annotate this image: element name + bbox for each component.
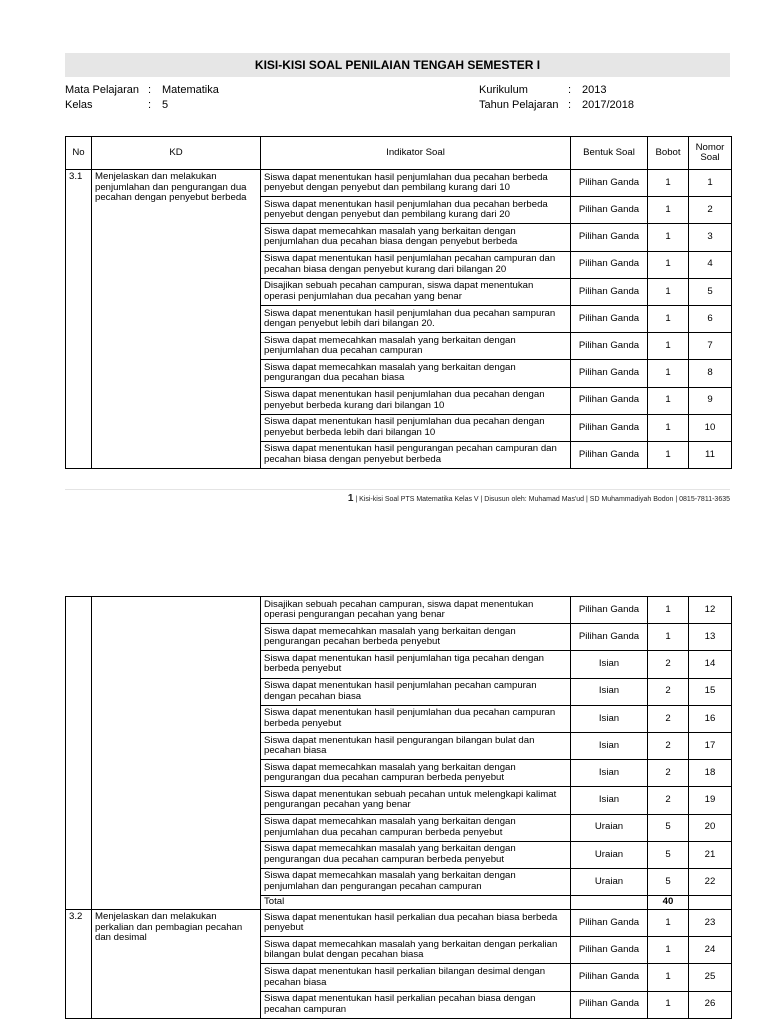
indikator-cell: Siswa dapat memecahkan masalah yang berkaitan dengan penjumlahan dua pecahan biasa dengan penyebut berbeda (261, 224, 571, 251)
indikator-cell: Siswa dapat memecahkan masalah yang berkaitan dengan penjumlahan dua pecahan campuran berbeda penyebut (261, 814, 571, 841)
nomor-cell: 19 (689, 787, 732, 814)
meta-colon: : (568, 84, 572, 96)
bentuk-cell: Pilihan Ganda (571, 170, 648, 197)
bentuk-cell: Isian (571, 787, 648, 814)
nomor-cell: 17 (689, 732, 732, 759)
indikator-cell: Siswa dapat menentukan hasil perkalian pecahan biasa dengan pecahan campuran (261, 991, 571, 1018)
page-number: 1 (347, 493, 354, 504)
indikator-cell: Siswa dapat menentukan hasil pengurangan pecahan campuran dan pecahan biasa dengan penyebut berbeda (261, 441, 571, 468)
total-label: Total (261, 896, 571, 910)
indikator-cell: Siswa dapat menentukan hasil penjumlahan tiga pecahan dengan berbeda penyebut (261, 651, 571, 678)
kd-description (92, 597, 261, 910)
bobot-cell: 1 (648, 991, 689, 1018)
bentuk-cell: Isian (571, 678, 648, 705)
meta-label: Kurikulum (479, 84, 528, 96)
bobot-cell: 1 (648, 278, 689, 305)
indikator-cell: Siswa dapat memecahkan masalah yang berkaitan dengan pengurangan dua pecahan biasa (261, 360, 571, 387)
bentuk-cell: Pilihan Ganda (571, 964, 648, 991)
total-value: 40 (648, 896, 689, 910)
bentuk-cell: Pilihan Ganda (571, 937, 648, 964)
bentuk-cell: Pilihan Ganda (571, 387, 648, 414)
bobot-cell: 1 (648, 964, 689, 991)
bentuk-cell: Pilihan Ganda (571, 441, 648, 468)
bentuk-cell: Pilihan Ganda (571, 910, 648, 937)
bobot-cell: 2 (648, 787, 689, 814)
table-row (66, 597, 732, 624)
bentuk-cell: Uraian (571, 841, 648, 868)
bentuk-cell: Pilihan Ganda (571, 251, 648, 278)
indikator-cell: Siswa dapat memecahkan masalah yang berkaitan dengan penjumlahan dua pecahan campuran (261, 333, 571, 360)
indikator-cell: Siswa dapat menentukan hasil perkalian dua pecahan biasa berbeda penyebut (261, 910, 571, 937)
meta-colon: : (148, 84, 152, 96)
nomor-cell (689, 896, 732, 910)
meta-value: 2013 (582, 84, 607, 96)
bobot-cell: 2 (648, 732, 689, 759)
bobot-cell: 5 (648, 841, 689, 868)
nomor-cell: 26 (689, 991, 732, 1018)
bentuk-cell: Pilihan Ganda (571, 991, 648, 1018)
meta-colon: : (148, 99, 152, 111)
nomor-cell: 12 (689, 597, 732, 624)
header-kd: KD (92, 137, 261, 170)
nomor-cell: 9 (689, 387, 732, 414)
bobot-cell: 1 (648, 910, 689, 937)
meta-label: Mata Pelajaran (65, 84, 139, 96)
nomor-cell: 11 (689, 441, 732, 468)
bentuk-cell: Isian (571, 705, 648, 732)
nomor-cell: 2 (689, 197, 732, 224)
bentuk-cell: Pilihan Ganda (571, 333, 648, 360)
header-indikator: Indikator Soal (261, 137, 571, 170)
indikator-cell: Siswa dapat menentukan hasil penjumlahan dua pecahan campuran berbeda penyebut (261, 705, 571, 732)
nomor-cell: 16 (689, 705, 732, 732)
footer-text: | Kisi-kisi Soal PTS Matematika Kelas V | Disusun oleh: Muhamad Mas'ud | SD Muhammadiyah Bodon | 0815-7811-3635 (355, 496, 730, 503)
header-bentuk: Bentuk Soal (571, 137, 648, 170)
bobot-cell: 1 (648, 937, 689, 964)
bentuk-cell: Pilihan Ganda (571, 624, 648, 651)
meta-label: Tahun Pelajaran (479, 99, 559, 111)
kd-description: Menjelaskan dan melakukan penjumlahan dan pengurangan dua pecahan dengan penyebut berbeda (92, 170, 261, 469)
indikator-cell: Siswa dapat menentukan hasil pengurangan bilangan bulat dan pecahan biasa (261, 732, 571, 759)
bentuk-cell: Pilihan Ganda (571, 414, 648, 441)
bobot-cell: 1 (648, 597, 689, 624)
bobot-cell: 1 (648, 441, 689, 468)
bentuk-cell: Isian (571, 651, 648, 678)
kd-description: Menjelaskan dan melakukan perkalian dan pembagian pecahan dan desimal (92, 910, 261, 1019)
nomor-cell: 22 (689, 868, 732, 895)
meta-row-curriculum (479, 83, 634, 98)
nomor-cell: 10 (689, 414, 732, 441)
indikator-cell: Siswa dapat memecahkan masalah yang berkaitan dengan pengurangan pecahan berbeda penyebut (261, 624, 571, 651)
bobot-cell: 1 (648, 414, 689, 441)
nomor-cell: 21 (689, 841, 732, 868)
bobot-cell: 5 (648, 868, 689, 895)
bentuk-cell: Pilihan Ganda (571, 278, 648, 305)
nomor-cell: 25 (689, 964, 732, 991)
kd-number (66, 597, 92, 910)
bobot-cell: 2 (648, 760, 689, 787)
indikator-cell: Siswa dapat menentukan hasil penjumlahan dua pecahan berbeda penyebut dengan penyebut dan pembilang kurang dari 10 (261, 170, 571, 197)
bobot-cell: 5 (648, 814, 689, 841)
bobot-cell: 1 (648, 387, 689, 414)
page-separator (65, 489, 730, 490)
bentuk-cell: Pilihan Ganda (571, 224, 648, 251)
bobot-cell: 1 (648, 333, 689, 360)
indikator-cell: Siswa dapat menentukan hasil penjumlahan pecahan campuran dengan pecahan biasa (261, 678, 571, 705)
header-bobot: Bobot (648, 137, 689, 170)
bobot-cell: 1 (648, 305, 689, 332)
indikator-cell: Siswa dapat menentukan hasil penjumlahan pecahan campuran dan pecahan biasa dengan penyebut kurang dari bilangan 20 (261, 251, 571, 278)
meta-row-year (479, 98, 634, 113)
indikator-cell: Siswa dapat memecahkan masalah yang berkaitan dengan perkalian bilangan bulat dengan pecahan biasa (261, 937, 571, 964)
bentuk-cell: Pilihan Ganda (571, 305, 648, 332)
kd-number: 3.1 (66, 170, 92, 469)
nomor-cell: 24 (689, 937, 732, 964)
table-row (66, 170, 732, 197)
bobot-cell: 2 (648, 651, 689, 678)
bobot-cell: 1 (648, 170, 689, 197)
kisi-kisi-table-page-1 (65, 136, 732, 469)
indikator-cell: Siswa dapat memecahkan masalah yang berkaitan dengan penjumlahan dan pengurangan pecahan campuran (261, 868, 571, 895)
meta-colon: : (568, 99, 572, 111)
bobot-cell: 2 (648, 678, 689, 705)
nomor-cell: 3 (689, 224, 732, 251)
meta-value: 2017/2018 (582, 99, 634, 111)
nomor-cell: 20 (689, 814, 732, 841)
bentuk-cell: Uraian (571, 814, 648, 841)
indikator-cell: Siswa dapat menentukan hasil penjumlahan dua pecahan berbeda penyebut dengan penyebut dan pembilang kurang dari 20 (261, 197, 571, 224)
indikator-cell: Siswa dapat menentukan sebuah pecahan untuk melengkapi kalimat pengurangan pecahan yang benar (261, 787, 571, 814)
indikator-cell: Siswa dapat memecahkan masalah yang berkaitan dengan pengurangan dua pecahan campuran berbeda penyebut (261, 841, 571, 868)
meta-row-subject (65, 83, 219, 98)
indikator-cell: Siswa dapat memecahkan masalah yang berkaitan dengan pengurangan dua pecahan campuran berbeda penyebut (261, 760, 571, 787)
indikator-cell: Siswa dapat menentukan hasil penjumlahan dua pecahan dengan penyebut berbeda lebih dari bilangan 10 (261, 414, 571, 441)
bentuk-cell: Pilihan Ganda (571, 197, 648, 224)
bobot-cell: 1 (648, 197, 689, 224)
bentuk-cell: Uraian (571, 868, 648, 895)
meta-label: Kelas (65, 99, 93, 111)
meta-left (65, 83, 219, 113)
bentuk-cell (571, 896, 648, 910)
nomor-cell: 5 (689, 278, 732, 305)
bentuk-cell: Isian (571, 732, 648, 759)
nomor-cell: 23 (689, 910, 732, 937)
header-no: No (66, 137, 92, 170)
nomor-cell: 8 (689, 360, 732, 387)
indikator-cell: Siswa dapat menentukan hasil perkalian bilangan desimal dengan pecahan biasa (261, 964, 571, 991)
bobot-cell: 1 (648, 251, 689, 278)
nomor-cell: 4 (689, 251, 732, 278)
nomor-cell: 13 (689, 624, 732, 651)
nomor-cell: 7 (689, 333, 732, 360)
indikator-cell: Disajikan sebuah pecahan campuran, siswa dapat menentukan operasi pengurangan pecahan yang benar (261, 597, 571, 624)
kd-number: 3.2 (66, 910, 92, 1019)
bentuk-cell: Isian (571, 760, 648, 787)
page-footer (348, 493, 730, 504)
nomor-cell: 18 (689, 760, 732, 787)
meta-value: Matematika (162, 84, 219, 96)
nomor-cell: 15 (689, 678, 732, 705)
meta-right (479, 83, 634, 113)
kisi-kisi-table-page-2 (65, 596, 732, 1019)
bentuk-cell: Pilihan Ganda (571, 360, 648, 387)
nomor-cell: 14 (689, 651, 732, 678)
bobot-cell: 1 (648, 624, 689, 651)
indikator-cell: Siswa dapat menentukan hasil penjumlahan dua pecahan dengan penyebut berbeda kurang dari bilangan 10 (261, 387, 571, 414)
table-header-row (66, 137, 732, 170)
meta-row-class (65, 98, 219, 113)
bobot-cell: 1 (648, 224, 689, 251)
bobot-cell: 1 (648, 360, 689, 387)
bentuk-cell: Pilihan Ganda (571, 597, 648, 624)
indikator-cell: Siswa dapat menentukan hasil penjumlahan dua pecahan sampuran dengan penyebut lebih dari bilangan 20. (261, 305, 571, 332)
table-row (66, 910, 732, 937)
nomor-cell: 1 (689, 170, 732, 197)
indikator-cell: Disajikan sebuah pecahan campuran, siswa dapat menentukan operasi penjumlahan dua pecahan yang benar (261, 278, 571, 305)
nomor-cell: 6 (689, 305, 732, 332)
document-title: KISI-KISI SOAL PENILAIAN TENGAH SEMESTER I (65, 53, 730, 77)
meta-value: 5 (162, 99, 169, 111)
bobot-cell: 2 (648, 705, 689, 732)
header-nomor: Nomor Soal (689, 137, 732, 170)
